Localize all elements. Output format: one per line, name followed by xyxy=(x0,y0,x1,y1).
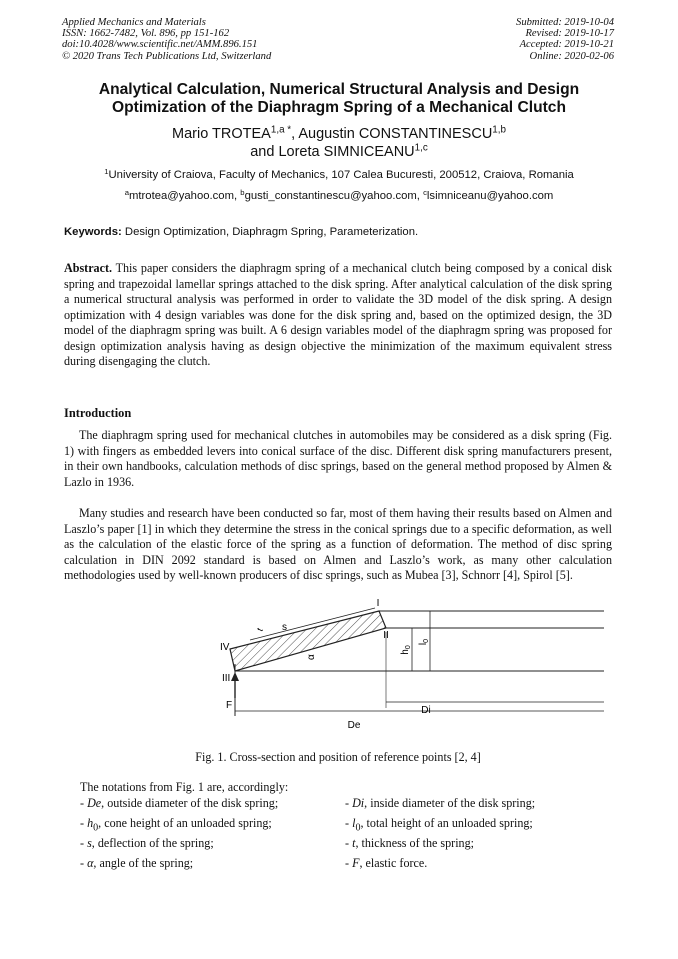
email-sup: a xyxy=(124,187,129,197)
affiliation-sup: 1 xyxy=(104,166,109,176)
notation-item: - $l_0$, total height of an unloaded spring; xyxy=(345,815,533,834)
notation-item: - F, elastic force. xyxy=(345,855,428,870)
author-name: Mario TROTEA xyxy=(172,126,271,142)
author-emails xyxy=(40,187,638,202)
notations-right-column xyxy=(345,796,535,876)
journal-header-right xyxy=(516,17,614,62)
notation-item: - Di, inside diameter of the disk spring; xyxy=(345,796,536,810)
email-sup: b xyxy=(240,187,245,197)
email-link[interactable]: lsimniceanu@yahoo.com xyxy=(426,190,554,202)
label-De: De xyxy=(347,720,361,731)
keywords-label: Keywords: xyxy=(64,226,122,238)
notations-intro: The notations from Fig. 1 are, accordingly: xyxy=(80,780,289,794)
label-IV: IV xyxy=(220,642,230,653)
figure-cross-section xyxy=(210,598,615,738)
abstract-label: Abstract. xyxy=(64,261,113,275)
author-joiner: and xyxy=(250,144,279,160)
notation-item: - De, outside diameter of the disk spring; xyxy=(80,796,279,810)
notation-item: - t, thickness of the spring; xyxy=(345,835,475,850)
journal-header-left xyxy=(62,17,271,62)
notations-left-column xyxy=(80,796,278,876)
author-separator: , xyxy=(291,126,299,142)
journal-doi: doi:10.4028/www.scientific.net/AMM.896.151 xyxy=(62,39,258,51)
abstract-text: This paper considers the diaphragm spring of a mechanical clutch being composed by a conical disk spring and trapezoidal lamellar springs attached to the disk spring. After analytical calculation of the disk spring a numerical structural analysis was performed in order to validate the 3D model of the disk spring. A design optimization with 4 design variables was done for the disk spring and, based on the optimized design, the 3D model of the diaphragm spring was built. A 6 design variables model of the diaphragm spring was proposed for design optimization analysis having as design objective the minimization of the maximum equivalent stress during disengaging the clutch. xyxy=(64,261,612,368)
affiliation xyxy=(40,166,638,181)
affiliation-text: University of Craiova, Faculty of Mechanics, 107 Calea Bucuresti, 200512, Craiova, Romania xyxy=(108,169,574,181)
notation-item: - α, angle of the spring; xyxy=(80,855,194,870)
abstract xyxy=(64,261,612,370)
title-line-2: Optimization of the Diaphragm Spring of a Mechanical Clutch xyxy=(112,99,566,116)
force-arrowhead xyxy=(231,672,239,681)
section-heading-introduction: Introduction xyxy=(64,406,132,420)
label-I: I xyxy=(376,598,380,609)
keywords-text: Design Optimization, Diaphragm Spring, Parameterization. xyxy=(121,226,419,238)
notation-item: - s, deflection of the spring; xyxy=(80,835,214,850)
author-affil-sup: 1,a * xyxy=(270,124,292,136)
email-link[interactable]: mtrotea@yahoo.com, xyxy=(128,190,241,202)
journal-copyright: © 2020 Trans Tech Publications Ltd, Switzerland xyxy=(62,50,272,62)
author-list xyxy=(40,125,638,161)
label-II: II xyxy=(383,630,389,641)
email-link[interactable]: gusti_constantinescu@yahoo.com, xyxy=(244,190,424,202)
label-Di: Di xyxy=(421,705,431,716)
label-alpha: α xyxy=(306,654,317,660)
date-online: Online: 2020-02-06 xyxy=(529,50,614,62)
label-l0: $l_0$ xyxy=(418,638,430,646)
title-line-1: Analytical Calculation, Numerical Structural Analysis and Design xyxy=(98,81,580,98)
date-accepted: Accepted: 2019-10-21 xyxy=(519,39,614,51)
intro-paragraph-1: The diaphragm spring used for mechanical clutches in automobiles may be considered as a disk spring (Fig. 1) with fingers as embedded levers into conical surface of the disc. Different disk spring manufacturers present, in their own handbooks, calculation methods of disc springs, based on the general method proposed by Almen & Lazlo in 1936. xyxy=(64,428,612,489)
journal-issn: ISSN: 1662-7482, Vol. 896, pp 151-162 xyxy=(62,28,230,40)
date-submitted: Submitted: 2019-10-04 xyxy=(516,17,614,28)
author-name: Augustin CONSTANTINESCU xyxy=(298,126,493,142)
date-revised: Revised: 2019-10-17 xyxy=(525,28,614,40)
label-s: s xyxy=(282,622,287,633)
label-F: F xyxy=(226,700,233,711)
notation-item: - $h_0$, cone height of an unloaded spring; xyxy=(80,815,272,834)
label-t: t xyxy=(254,626,265,633)
journal-name: Applied Mechanics and Materials xyxy=(62,17,206,28)
spring-section xyxy=(230,611,386,671)
label-h0: $h_0$ xyxy=(400,645,412,655)
author-affil-sup: 1,c xyxy=(414,142,428,154)
label-III: III xyxy=(222,673,231,684)
intro-paragraph-2: Many studies and research have been conducted so far, most of them having their results based on Almen and Laszlo’s paper [1] in which they determine the stress in the conical springs due to a specific deformation, as well as the calculation of the elastic force of the spring as a function of deformation. The method of disc spring calculation in DIN 2092 standard is based on Almen and Laszlo’s work, as many other calculation methodologies used by well-known producers of disc springs, such as Mubea [3], Schnorr [4], Spirol [5]. xyxy=(64,506,612,582)
author-name: Loreta SIMNICEANU xyxy=(278,144,415,160)
paper-title xyxy=(40,81,638,117)
email-sup: c xyxy=(423,187,427,197)
figure-caption: Fig. 1. Cross-section and position of reference points [2, 4] xyxy=(195,750,481,764)
author-affil-sup: 1,b xyxy=(492,124,506,136)
keywords xyxy=(64,226,418,238)
